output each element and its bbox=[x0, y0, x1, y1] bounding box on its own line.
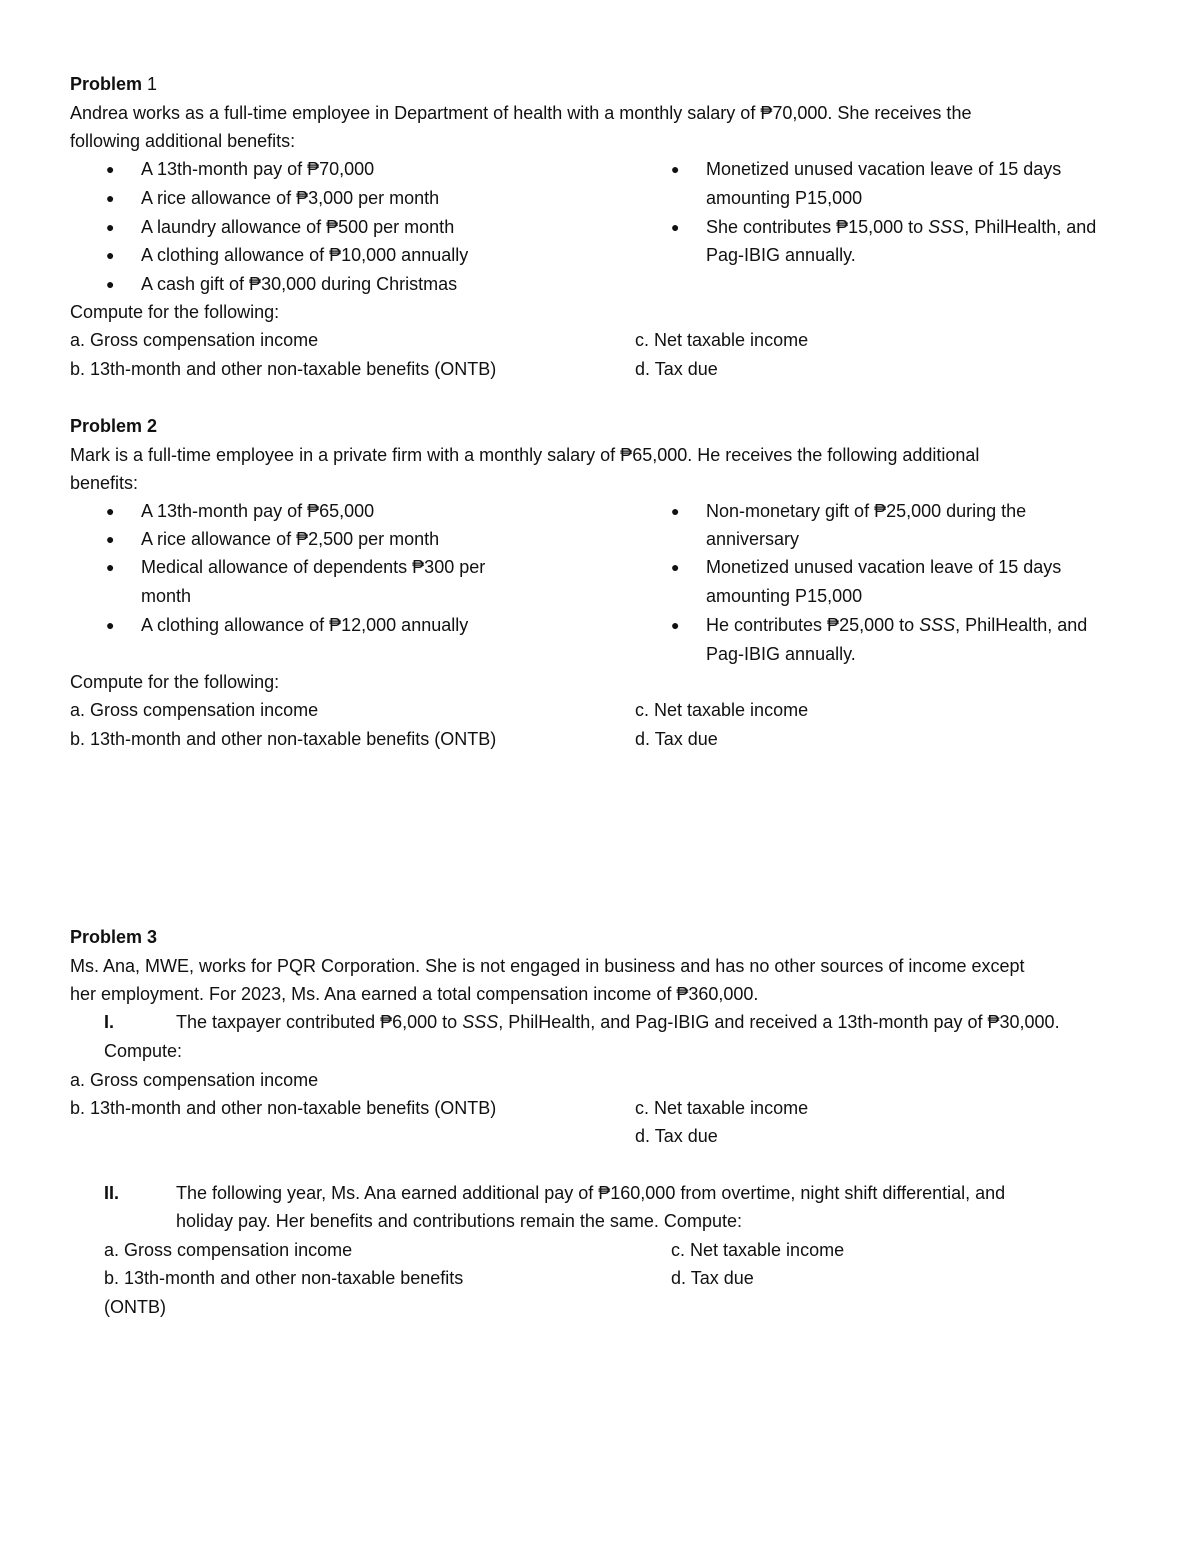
problem-2-compute-label: Compute for the following: bbox=[70, 672, 280, 692]
part-2-item-b: b. 13th-month and other non-taxable benefits bbox=[104, 1268, 464, 1288]
part-1-label: I. bbox=[104, 1012, 115, 1032]
sss-text: SSS bbox=[928, 217, 965, 237]
problem-3-intro-line-2: her employment. For 2023, Ms. Ana earned a total compensation income of ₱360,000. bbox=[70, 984, 759, 1004]
bullet-icon: ● bbox=[106, 503, 115, 519]
text-span: He contributes ₱25,000 to bbox=[706, 615, 920, 635]
bullet-icon: ● bbox=[106, 559, 115, 575]
text-span: , PhilHealth, and bbox=[955, 615, 1088, 635]
problem-1-item-c: c. Net taxable income bbox=[635, 330, 809, 350]
text-span: The taxpayer contributed ₱6,000 to bbox=[176, 1012, 463, 1032]
list-item-continuation: Pag-IBIG annually. bbox=[706, 644, 856, 664]
list-item: A 13th-month pay of ₱70,000 bbox=[141, 159, 375, 179]
bullet-icon: ● bbox=[106, 531, 115, 547]
list-item-continuation: month bbox=[141, 586, 192, 606]
problem-2-intro-line-2: benefits: bbox=[70, 473, 139, 493]
part-2-item-d: d. Tax due bbox=[671, 1268, 754, 1288]
list-item: Monetized unused vacation leave of 15 days bbox=[706, 557, 1062, 577]
part-2-line-1: The following year, Ms. Ana earned additional pay of ₱160,000 from overtime, night shift differential, and bbox=[176, 1183, 1006, 1203]
problem-1-compute-label: Compute for the following: bbox=[70, 302, 280, 322]
text-span: , PhilHealth, and Pag-IBIG and received a 13th-month pay of ₱30,000. bbox=[498, 1012, 1060, 1032]
part-2-item-c: c. Net taxable income bbox=[671, 1240, 845, 1260]
problem-1-item-a: a. Gross compensation income bbox=[70, 330, 319, 350]
list-item: A 13th-month pay of ₱65,000 bbox=[141, 501, 375, 521]
problem-2-item-c: c. Net taxable income bbox=[635, 700, 809, 720]
list-item-continuation: Pag-IBIG annually. bbox=[706, 245, 856, 265]
list-item: Non-monetary gift of ₱25,000 during the bbox=[706, 501, 1027, 521]
list-item bbox=[706, 611, 1087, 640]
problem-1-intro-line-1: Andrea works as a full-time employee in Department of health with a monthly salary of ₱70,000. She receives the bbox=[70, 103, 972, 123]
part-1-item-a: a. Gross compensation income bbox=[70, 1070, 319, 1090]
problem-2-item-d: d. Tax due bbox=[635, 729, 718, 749]
list-item: A cash gift of ₱30,000 during Christmas bbox=[141, 274, 458, 294]
part-2-item-a: a. Gross compensation income bbox=[104, 1240, 353, 1260]
problem-1-heading bbox=[70, 70, 157, 99]
part-2-line-2: holiday pay. Her benefits and contributions remain the same. Compute: bbox=[176, 1211, 742, 1231]
part-1-item-b: b. 13th-month and other non-taxable benefits (ONTB) bbox=[70, 1098, 497, 1118]
list-item-continuation: amounting P15,000 bbox=[706, 188, 863, 208]
part-1-item-c: c. Net taxable income bbox=[635, 1098, 809, 1118]
problem-2-item-a: a. Gross compensation income bbox=[70, 700, 319, 720]
bullet-icon: ● bbox=[106, 617, 115, 633]
list-item: Monetized unused vacation leave of 15 days bbox=[706, 159, 1062, 179]
bullet-icon: ● bbox=[106, 219, 115, 235]
list-item-continuation: amounting P15,000 bbox=[706, 586, 863, 606]
sss-text: SSS bbox=[462, 1012, 499, 1032]
part-1-compute-label: Compute: bbox=[104, 1041, 183, 1061]
text-span: , PhilHealth, and bbox=[964, 217, 1097, 237]
list-item: A rice allowance of ₱3,000 per month bbox=[141, 188, 440, 208]
bullet-icon: ● bbox=[671, 219, 680, 235]
part-1-text bbox=[176, 1008, 1060, 1037]
list-item: A rice allowance of ₱2,500 per month bbox=[141, 529, 440, 549]
problem-3-intro-line-1: Ms. Ana, MWE, works for PQR Corporation. She is not engaged in business and has no other sources of income except bbox=[70, 956, 1025, 976]
list-item: A clothing allowance of ₱10,000 annually bbox=[141, 245, 469, 265]
part-2-item-b-continuation: (ONTB) bbox=[104, 1297, 166, 1317]
bullet-icon: ● bbox=[106, 276, 115, 292]
bullet-icon: ● bbox=[671, 161, 680, 177]
problem-3-heading: Problem 3 bbox=[70, 927, 158, 947]
bullet-icon: ● bbox=[106, 247, 115, 263]
list-item: Medical allowance of dependents ₱300 per bbox=[141, 557, 486, 577]
problem-1-item-b: b. 13th-month and other non-taxable benefits (ONTB) bbox=[70, 359, 497, 379]
problem-1-heading-number: 1 bbox=[147, 74, 158, 94]
list-item-continuation: anniversary bbox=[706, 529, 800, 549]
part-2-label: II. bbox=[104, 1183, 120, 1203]
problem-1-item-d: d. Tax due bbox=[635, 359, 718, 379]
bullet-icon: ● bbox=[106, 161, 115, 177]
bullet-icon: ● bbox=[106, 190, 115, 206]
sss-text: SSS bbox=[919, 615, 956, 635]
list-item bbox=[706, 213, 1096, 242]
part-1-item-d: d. Tax due bbox=[635, 1126, 718, 1146]
list-item: A laundry allowance of ₱500 per month bbox=[141, 217, 455, 237]
list-item: A clothing allowance of ₱12,000 annually bbox=[141, 615, 469, 635]
problem-1-heading-label: Problem bbox=[70, 74, 143, 94]
bullet-icon: ● bbox=[671, 559, 680, 575]
bullet-icon: ● bbox=[671, 503, 680, 519]
bullet-icon: ● bbox=[671, 617, 680, 633]
text-span: She contributes ₱15,000 to bbox=[706, 217, 929, 237]
problem-2-item-b: b. 13th-month and other non-taxable benefits (ONTB) bbox=[70, 729, 497, 749]
problem-2-heading: Problem 2 bbox=[70, 416, 158, 436]
problem-2-intro-line-1: Mark is a full-time employee in a private firm with a monthly salary of ₱65,000. He receives the following additional bbox=[70, 445, 980, 465]
problem-1-intro-line-2: following additional benefits: bbox=[70, 131, 296, 151]
